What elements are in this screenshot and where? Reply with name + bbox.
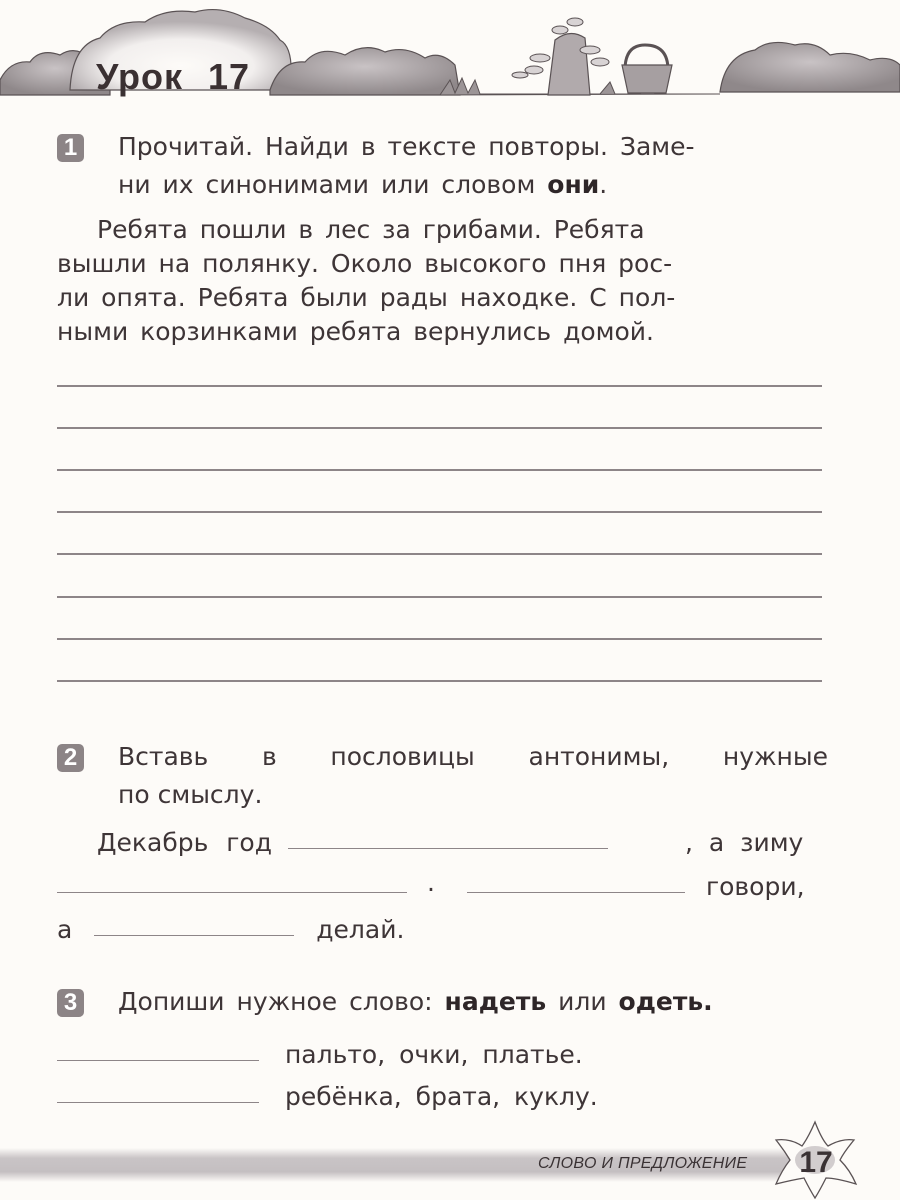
exercise-3-item-1 (57, 1040, 583, 1069)
answer-line-7[interactable] (57, 638, 822, 640)
exercise-3-instruction (118, 983, 828, 1021)
text-line: Ребята пошли в лес за грибами. Ребята (97, 215, 645, 244)
proverb-row-2-end: говори, (706, 872, 805, 901)
exercise-1-header (57, 128, 828, 204)
answer-line-1[interactable] (57, 385, 822, 387)
fill-blank[interactable] (288, 848, 608, 850)
fill-blank[interactable] (57, 892, 407, 894)
exercise-2-instruction (118, 738, 828, 776)
exercise-number-badge: 3 (57, 989, 84, 1017)
proverb-row-2-dot: . (427, 868, 435, 897)
fill-blank[interactable] (467, 892, 685, 894)
exercise-3-item-2 (57, 1082, 598, 1111)
item-text: ребёнка, брата, куклу. (284, 1082, 598, 1111)
section-title: СЛОВО И ПРЕДЛОЖЕНИЕ (538, 1155, 748, 1172)
instruction-suffix: . (703, 987, 713, 1016)
exercise-2-instruction-line-2: по смыслу. (118, 780, 263, 809)
bold-word-they: они (547, 170, 600, 199)
proverb-text: а (57, 915, 73, 944)
proverb-row-3 (57, 915, 404, 944)
exercise-number-badge: 2 (57, 744, 84, 772)
instruction-line-1: Прочитай. Найди в тексте повторы. Заме- (118, 132, 695, 161)
proverb-text: Декабрь год (97, 828, 273, 857)
exercise-1-text (57, 213, 822, 349)
bold-word-odet: одеть (618, 987, 704, 1016)
answer-line-4[interactable] (57, 511, 822, 513)
answer-line-3[interactable] (57, 469, 822, 471)
proverb-row-1 (97, 828, 608, 857)
instruction-text: Допиши нужное слово: (118, 987, 445, 1016)
fill-blank[interactable] (57, 1102, 259, 1104)
answer-line-5[interactable] (57, 553, 822, 555)
text-line: ли опята. Ребята были рады находке. С пол- (57, 283, 676, 312)
proverb-text: делай. (316, 915, 405, 944)
fill-blank[interactable] (94, 935, 294, 937)
fill-blank[interactable] (57, 1060, 259, 1062)
text-line: ными корзинками ребята вернулись домой. (57, 317, 655, 346)
text-line: вышли на полянку. Около высокого пня рос- (57, 249, 673, 278)
proverb-row-2-blank2 (467, 872, 685, 901)
lesson-title: Урок 17 (96, 56, 251, 97)
proverb-row-2 (57, 872, 407, 901)
instruction-text: или (546, 987, 619, 1016)
instruction-line-2: ни их синонимами или словом (118, 170, 548, 199)
answer-line-6[interactable] (57, 596, 822, 598)
lesson-header (0, 0, 900, 110)
proverb-row-1-end: , а зиму (685, 828, 804, 857)
answer-line-2[interactable] (57, 427, 822, 429)
exercise-2-header (57, 738, 828, 776)
answer-line-8[interactable] (57, 680, 822, 682)
instruction-suffix: . (599, 170, 608, 199)
exercise-1-instruction (118, 128, 828, 204)
bold-word-nadet: надеть (444, 987, 547, 1016)
item-text: пальто, очки, платье. (284, 1040, 583, 1069)
exercise-3-header (57, 983, 828, 1021)
exercise-number-badge: 1 (57, 134, 84, 162)
page-number: 17 (799, 1146, 833, 1179)
instruction-line-1: Вставь в пословицы антонимы, нужные (118, 742, 828, 771)
